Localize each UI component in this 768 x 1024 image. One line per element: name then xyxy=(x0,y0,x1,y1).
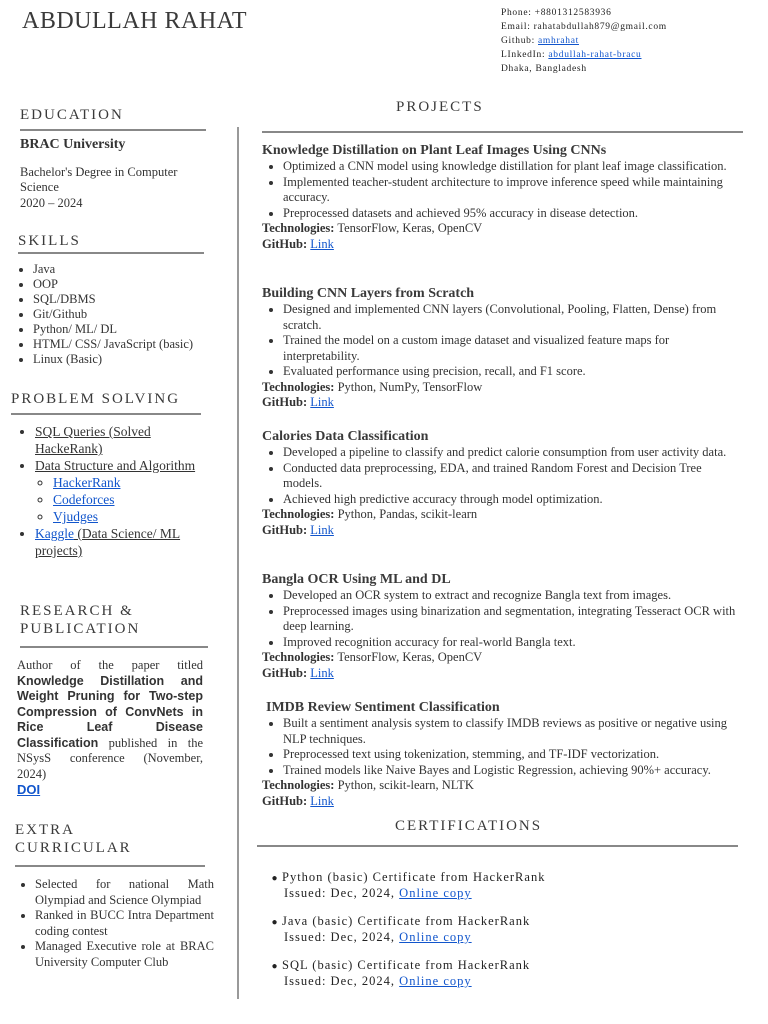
certifications-rule xyxy=(257,845,738,847)
certificate-name: Java (basic) Certificate from HackerRank xyxy=(282,914,531,928)
contact-phone: Phone: +8801312583936 xyxy=(501,8,612,18)
education-rule xyxy=(20,129,206,131)
judge-sublist xyxy=(35,474,220,525)
data-structure-link[interactable]: Data Structure and Algorithm xyxy=(35,458,196,473)
certificate-name: Python (basic) Certificate from HackerRank xyxy=(282,870,546,884)
problem-solving-heading: PROBLEM SOLVING xyxy=(11,391,181,407)
project-block xyxy=(262,699,752,809)
tech-value: TensorFlow, Keras, OpenCV xyxy=(334,650,483,664)
project-title: Knowledge Distillation on Plant Leaf Images Using CNNs xyxy=(262,143,607,158)
project-title: Building CNN Layers from Scratch xyxy=(262,286,475,301)
list-item xyxy=(35,457,220,525)
project-github xyxy=(262,395,742,411)
education-heading: EDUCATION xyxy=(20,107,124,123)
project-bullet: • Implemented teacher-student architecture to improve inference speed while maintaining accuracy. xyxy=(283,175,742,206)
skills-rule xyxy=(18,252,204,254)
doi-link[interactable]: DOI xyxy=(17,782,41,797)
project-bullet: • Developed a pipeline to classify and predict calorie consumption from user activity data. xyxy=(283,445,742,461)
project-github-link[interactable]: Link xyxy=(310,522,334,537)
bullet-icon: ● xyxy=(271,917,279,928)
skill-item: • Java xyxy=(33,262,233,277)
kaggle-link[interactable]: Kaggle xyxy=(35,526,74,541)
contact-github-label: Github: xyxy=(501,36,539,46)
project-bullet: • Preprocessed datasets and achieved 95% accuracy in disease detection. xyxy=(283,206,742,222)
projects-heading: PROJECTS xyxy=(396,99,484,115)
project-tech xyxy=(262,507,742,523)
project-title: Calories Data Classification xyxy=(262,429,429,444)
bullet-icon: ● xyxy=(271,873,279,884)
vjudges-link[interactable]: Vjudges xyxy=(53,509,98,524)
project-bullets xyxy=(262,159,742,221)
project-bullet: • Trained models like Naive Bayes and Logistic Regression, achieving 90%+ accuracy. xyxy=(283,763,752,779)
github-label: GitHub: xyxy=(262,395,308,409)
research-outro: published in the NSysS conference (November, 2024) xyxy=(17,735,203,781)
research-heading xyxy=(20,602,140,638)
project-bullet: • Conducted data preprocessing, EDA, and trained Random Forest and Decision Tree models. xyxy=(283,461,742,492)
project-bullets xyxy=(262,302,742,380)
research-heading-line: RESEARCH & xyxy=(20,603,134,619)
tech-label: Technologies: xyxy=(262,379,335,394)
education-school: BRAC University xyxy=(20,137,126,152)
education-degree: Bachelor's Degree in Computer Science xyxy=(20,165,178,194)
tech-value: Python, scikit-learn, NLTK xyxy=(334,778,474,792)
column-divider xyxy=(237,127,239,999)
extra-heading-line: EXTRA xyxy=(15,822,75,838)
skills-heading: SKILLS xyxy=(18,233,81,249)
certificate-item xyxy=(268,958,530,989)
list-item: • Managed Executive role at BRAC University Computer Club xyxy=(35,939,214,970)
github-label: GitHub: xyxy=(262,665,308,680)
tech-label: Technologies: xyxy=(262,507,335,521)
problem-solving-rule xyxy=(11,413,201,415)
github-link[interactable]: amhrahat xyxy=(538,36,579,46)
contact-linkedin-label: LInkedIn: xyxy=(501,50,549,60)
project-github-link[interactable]: Link xyxy=(310,665,334,680)
education-years: 2020 – 2024 xyxy=(20,196,83,210)
tech-value: Python, Pandas, scikit-learn xyxy=(334,507,478,521)
sql-queries-link[interactable]: SQL Queries (Solved HackeRank) xyxy=(35,424,151,456)
project-block xyxy=(262,142,742,252)
project-bullet: • Trained the model on a custom image dataset and visualized feature maps for interpretability. xyxy=(283,333,742,364)
linkedin-link[interactable]: abdullah-rahat-bracu xyxy=(548,50,642,60)
tech-label: Technologies: xyxy=(262,650,335,664)
project-github xyxy=(262,666,742,682)
extra-rule xyxy=(15,865,205,867)
project-bullet: • Preprocessed images using binarization and segmentation, integrating Tesseract OCR with deep learning. xyxy=(283,604,742,635)
certificate-item xyxy=(268,870,545,901)
project-block xyxy=(262,428,742,538)
list-item xyxy=(53,474,220,491)
research-rule xyxy=(20,646,208,648)
codeforces-link[interactable]: Codeforces xyxy=(53,492,115,507)
project-bullet: • Developed an OCR system to extract and recognize Bangla text from images. xyxy=(283,588,742,604)
certificate-issued: Issued: Dec, 2024, xyxy=(284,974,400,988)
list-item xyxy=(35,525,220,559)
list-item xyxy=(53,508,220,525)
project-tech xyxy=(262,778,752,794)
skill-item: • SQL/DBMS xyxy=(33,292,233,307)
certificate-link[interactable]: Online copy xyxy=(399,974,472,988)
project-bullet: • Improved recognition accuracy for real-world Bangla text. xyxy=(283,635,742,651)
bullet-icon: ● xyxy=(271,961,279,972)
project-title: Bangla OCR Using ML and DL xyxy=(262,572,451,587)
github-label: GitHub: xyxy=(262,236,308,251)
project-github xyxy=(262,237,742,253)
contact-block xyxy=(501,6,667,76)
research-text xyxy=(17,658,203,782)
certificate-item xyxy=(268,914,530,945)
project-tech xyxy=(262,380,742,396)
list-item: • Ranked in BUCC Intra Department coding contest xyxy=(35,908,214,939)
project-bullet: • Achieved high predictive accuracy through model optimization. xyxy=(283,492,742,508)
project-tech xyxy=(262,650,742,666)
extra-list xyxy=(20,877,214,970)
extra-heading-line: CURRICULAR xyxy=(15,840,132,856)
tech-value: Python, NumPy, TensorFlow xyxy=(334,379,483,394)
project-bullet: • Evaluated performance using precision, recall, and F1 score. xyxy=(283,364,742,380)
certificate-issued: Issued: Dec, 2024, xyxy=(284,930,400,944)
resume-name: ABDULLAH RAHAT xyxy=(22,8,247,34)
project-bullet: • Optimized a CNN model using knowledge distillation for plant leaf image classification. xyxy=(283,159,742,175)
paper-title: Knowledge Distillation and Weight Pruning for Two-step Compression of ConvNets in Rice Leaf Disease Classification xyxy=(17,673,203,750)
project-block xyxy=(262,571,742,681)
certificate-issued: Issued: Dec, 2024, xyxy=(284,886,400,900)
contact-location: Dhaka, Bangladesh xyxy=(501,64,587,74)
certificate-name: SQL (basic) Certificate from HackerRank xyxy=(282,958,531,972)
contact-linkedin xyxy=(501,48,667,62)
project-block xyxy=(262,285,742,411)
skills-list xyxy=(18,262,233,367)
list-item: • Selected for national Math Olympiad and Science Olympiad xyxy=(35,877,214,908)
kaggle-description: (Data Science/ ML projects) xyxy=(35,526,181,558)
projects-rule xyxy=(262,131,743,133)
project-github xyxy=(262,523,742,539)
project-bullets xyxy=(262,716,752,778)
certifications-heading: CERTIFICATIONS xyxy=(395,818,543,834)
hackerrank-link[interactable]: HackerRank xyxy=(53,475,121,490)
problem-solving-list xyxy=(20,423,220,559)
project-github-link[interactable]: Link xyxy=(310,395,334,409)
tech-value: TensorFlow, Keras, OpenCV xyxy=(334,221,483,235)
project-tech xyxy=(262,221,742,237)
list-item xyxy=(53,491,220,508)
tech-label: Technologies: xyxy=(262,778,335,792)
research-intro: Author of the paper titled xyxy=(17,658,203,672)
certificate-link[interactable]: Online copy xyxy=(399,886,472,900)
skill-item: • Linux (Basic) xyxy=(33,352,233,367)
skill-item: • OOP xyxy=(33,277,233,292)
project-github-link[interactable]: Link xyxy=(310,793,334,808)
skill-item: • Python/ ML/ DL xyxy=(33,322,233,337)
contact-github xyxy=(501,34,667,48)
certificate-link[interactable]: Online copy xyxy=(399,930,472,944)
project-bullets xyxy=(262,588,742,650)
project-title: IMDB Review Sentiment Classification xyxy=(266,700,500,715)
github-label: GitHub: xyxy=(262,793,308,808)
tech-label: Technologies: xyxy=(262,221,335,235)
github-label: GitHub: xyxy=(262,522,308,537)
project-bullet: • Preprocessed text using tokenization, stemming, and TF-IDF vectorization. xyxy=(283,747,752,763)
contact-email: Email: rahatabdullah879@gmail.com xyxy=(501,22,667,32)
project-github-link[interactable]: Link xyxy=(310,236,334,251)
project-bullet: • Designed and implemented CNN layers (Convolutional, Pooling, Flatten, Dense) from scratch. xyxy=(283,302,742,333)
research-heading-line: PUBLICATION xyxy=(20,621,141,637)
skill-item: • HTML/ CSS/ JavaScript (basic) xyxy=(33,337,233,352)
project-bullets xyxy=(262,445,742,507)
extra-heading xyxy=(15,821,132,857)
project-bullet: • Built a sentiment analysis system to classify IMDB reviews as positive or negative using NLP techniques. xyxy=(283,716,752,747)
list-item xyxy=(35,423,220,457)
project-github xyxy=(262,794,752,810)
skill-item: • Git/Github xyxy=(33,307,233,322)
